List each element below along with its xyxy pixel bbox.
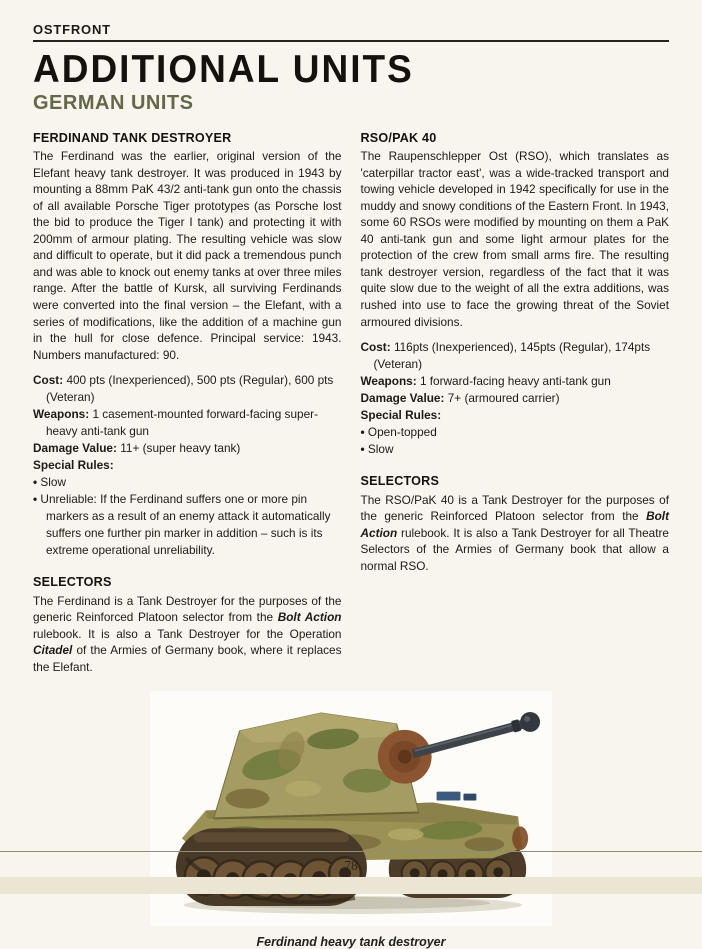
unit-heading-ferdinand: FERDINAND TANK DESTROYER <box>33 130 232 145</box>
selectors-text-part: The Ferdinand is a Tank Destroyer for the purposes of the generic Reinforced Platoon selector from the <box>33 593 342 625</box>
special-rule-item: • Unreliable: If the Ferdinand suffers one or more pin markers as a result of an enemy attack it automatically suffers one further pin marker in addition – such is its extreme operational unreliability. <box>33 491 342 559</box>
chapter-kicker: OSTFRONT <box>33 22 111 37</box>
special-rules-list-ferdinand <box>33 474 342 559</box>
selectors-text-rso <box>361 492 670 575</box>
stat-special-rules-label: Special Rules: <box>33 457 114 472</box>
page-number: 78 <box>344 858 358 873</box>
stat-cost-value: 400 pts (Inexperienced), 500 pts (Regular), 600 pts (Veteran) <box>46 373 334 405</box>
stat-damage-value-text: 7+ (armoured carrier) <box>447 390 560 405</box>
stat-special-rules-label: Special Rules: <box>360 407 442 422</box>
stat-damage-value-text: 11+ (super heavy tank) <box>120 441 241 455</box>
stat-damage-label: Damage Value: <box>360 390 445 405</box>
book-title-italic: Bolt Action <box>277 610 342 625</box>
special-rule-item: • Slow <box>361 441 670 458</box>
page-bottom-strip <box>0 877 702 894</box>
selectors-section-ferdinand <box>33 574 342 675</box>
selectors-heading: SELECTORS <box>360 473 440 488</box>
selectors-text-part: of the Armies of Germany book, where it replaces the Elefant. <box>33 643 342 674</box>
stat-weapons-value: 1 casement-mounted forward-facing super-heavy anti-tank gun <box>46 407 318 439</box>
special-rule-item: • Open-topped <box>361 424 670 441</box>
unit-heading-rso: RSO/PAK 40 <box>360 130 437 145</box>
selectors-text-part: rulebook. It is also a Tank Destroyer for all Theatre Selectors of the Armies of Germany book that allow a normal RSO. <box>360 525 669 573</box>
book-title-italic: Bolt Action <box>360 509 669 540</box>
stat-weapons-label: Weapons: <box>360 374 417 388</box>
two-column-layout <box>33 130 669 675</box>
stat-weapons-label: Weapons: <box>33 407 90 422</box>
special-rule-item: • Slow <box>33 474 342 491</box>
page-subtitle: GERMAN UNITS <box>33 91 194 114</box>
selectors-heading: SELECTORS <box>33 574 112 589</box>
stat-damage-label: Damage Value: <box>33 441 117 455</box>
stat-cost <box>361 339 670 373</box>
selectors-text-part: rulebook. It is also a Tank Destroyer for the Operation <box>33 626 342 641</box>
stat-cost <box>33 372 342 406</box>
unit-figure <box>33 691 669 949</box>
stat-block-rso <box>361 339 670 458</box>
stat-weapons-value: 1 forward-facing heavy anti-tank gun <box>419 374 611 388</box>
stat-cost-value: 116pts (Inexperienced), 145pts (Regular), 174pts (Veteran) <box>373 340 651 372</box>
column-rso-pak40 <box>361 130 670 675</box>
stat-special-rules <box>361 407 670 424</box>
unit-intro-ferdinand: The Ferdinand was the earlier, original version of the Elefant heavy tank destroyer. It was produced in 1943 by mounting a 88mm PaK 43/2 anti-tank gun onto the chassis of all available Porsche Tiger prototypes (as Porsche lost the bid to produce the Tiger I tank) and protecting it with 200mm of armour plating. The resulting vehicle was slow and difficult to operate, but it did pack a tremendous punch and was able to knock out enemy tanks at over three miles range. After the battle of Kursk, all surviving Ferdinands were converted into the final version – the Elefant, with a series of modifications, like the addition of a machine gun in the hull for close defence. Principal service: 1943. Numbers manufactured: 90. <box>33 149 342 362</box>
column-ferdinand <box>33 130 342 675</box>
selectors-section-rso <box>361 473 670 574</box>
stat-damage-value <box>361 390 670 407</box>
selectors-text-part: The RSO/PaK 40 is a Tank Destroyer for the purposes of the generic Reinforced Platoon selector from the <box>360 492 669 524</box>
header-rule <box>33 40 669 42</box>
stat-damage-value <box>33 440 342 457</box>
stat-weapons <box>361 373 670 390</box>
book-title-italic: Citadel <box>33 643 73 658</box>
stat-special-rules <box>33 457 342 474</box>
footer-rule <box>0 851 702 852</box>
stat-cost-label: Cost: <box>33 373 64 388</box>
figure-caption: Ferdinand heavy tank destroyer <box>256 935 446 949</box>
page-title: ADDITIONAL UNITS <box>33 46 414 91</box>
special-rules-list-rso <box>361 424 670 458</box>
stat-weapons <box>33 406 342 440</box>
stat-block-ferdinand <box>33 372 342 559</box>
stat-cost-label: Cost: <box>360 340 391 355</box>
unit-intro-rso: The Raupenschlepper Ost (RSO), which translates as 'caterpillar tractor east', was a wide-tracked transport and towing vehicle developed in 1942 specifically for use in the muddy and snowy conditions of the Eastern Front. In 1943, some 60 RSOs were modified by mounting on them a PaK 40 anti-tank gun and some light armour plates for the protection of the crew from small arms fire. The resulting tank destroyer version, regardless of the fact that it was quite slow due to the weight of all the extra additions, was rushed into use to face the growing threat of the Soviet armoured divisions. <box>360 149 669 329</box>
selectors-text-ferdinand <box>33 593 342 676</box>
